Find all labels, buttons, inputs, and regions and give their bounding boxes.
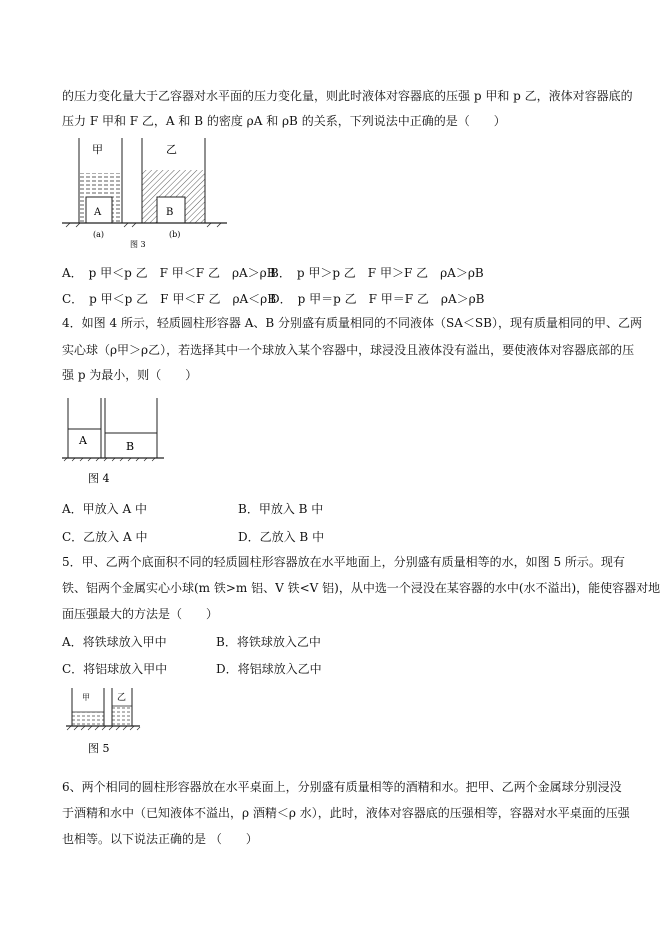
q4-option-d: D．乙放入 B 中	[238, 530, 325, 544]
fig3-block-a: A	[94, 207, 102, 218]
fig4-caption: 图 4	[88, 472, 110, 485]
q6-text-line2: 于酒精和水中（已知液体不溢出，ρ 酒精＜ρ 水），此时，液体对容器底的压强相等，容器对水平桌面的压强	[62, 806, 630, 820]
fig5-label-yi: 乙	[117, 693, 127, 703]
q3-option-d: D． p 甲＝p 乙 F 甲＝F 乙 ρA＞ρB	[270, 292, 485, 306]
q5-text-line2: 铁、铝两个金属实心小球(m 铁>m 铝、V 铁<V 铝)，从中选一个浸没在某容器的水中(水不溢出)，能使容器对地	[62, 581, 661, 595]
q3-option-b: B． p 甲＞p 乙 F 甲＞F 乙 ρA＞ρB	[270, 266, 484, 280]
q5-option-d: D．将铝球放入乙中	[216, 662, 322, 676]
q5-option-b: B．将铁球放入乙中	[216, 635, 321, 649]
q4-text-line2: 实心球（ρ甲＞ρ乙），若选择其中一个球放入某个容器中，球浸没且液体没有溢出，要使液体对容器底部的压	[62, 343, 635, 357]
q3-text-line2: 压力 F 甲和 F 乙，A 和 B 的密度 ρA 和 ρB 的关系，下列说法中正确的是（ ）	[62, 114, 506, 128]
q5-option-a: A．将铁球放入甲中	[62, 635, 167, 649]
q5-text-line3: 面压强最大的方法是（ ）	[62, 607, 219, 621]
fig5-caption: 图 5	[88, 742, 110, 755]
q6-text-line1: 6、两个相同的圆柱形容器放在水平桌面上，分别盛有质量相等的酒精和水。把甲、乙两个金属球分别浸没	[62, 780, 622, 794]
q4-option-c: C．乙放入 A 中	[62, 530, 148, 544]
q3-option-c: C． p 甲＜p 乙 F 甲＜F 乙 ρA＜ρB	[62, 292, 277, 306]
fig3-caption: 图 3	[130, 240, 146, 249]
figure-4	[62, 398, 172, 488]
fig4-block-b: B	[126, 440, 135, 453]
q3-text-line1: 的压力变化量大于乙容器对水平面的压力变化量，则此时液体对容器底的压强 p 甲和 p 乙，液体对容器底的	[62, 89, 633, 103]
q4-option-a: A．甲放入 A 中	[62, 502, 147, 516]
fig3-label-yi: 乙	[166, 143, 177, 156]
fig3-sub-b: (b)	[169, 230, 181, 239]
q4-text-line3: 强 p 为最小，则（ ）	[62, 368, 198, 382]
q6-text-line3: 也相等。以下说法正确的是 （ ）	[62, 832, 258, 846]
fig4-block-a: A	[79, 434, 87, 447]
figure-3	[62, 135, 232, 250]
figure-5	[62, 686, 142, 758]
fig3-block-b: B	[166, 207, 174, 218]
q3-option-a: A． p 甲＜p 乙 F 甲＜F 乙 ρA＞ρB	[62, 266, 276, 280]
q5-text-line1: 5．甲、乙两个底面积不同的轻质圆柱形容器放在水平地面上，分别盛有质量相等的水，如图 5 所示。现有	[62, 555, 625, 569]
q5-option-c: C．将铝球放入甲中	[62, 662, 168, 676]
fig3-label-jia: 甲	[92, 143, 103, 156]
q4-text-line1: 4．如图 4 所示，轻质圆柱形容器 A、B 分别盛有质量相同的不同液体（SA＜SB），现有质量相同的甲、乙两	[62, 316, 642, 330]
q4-option-b: B．甲放入 B 中	[238, 502, 324, 516]
fig5-label-jia: 甲	[82, 693, 90, 702]
fig3-sub-a: (a)	[93, 230, 105, 239]
